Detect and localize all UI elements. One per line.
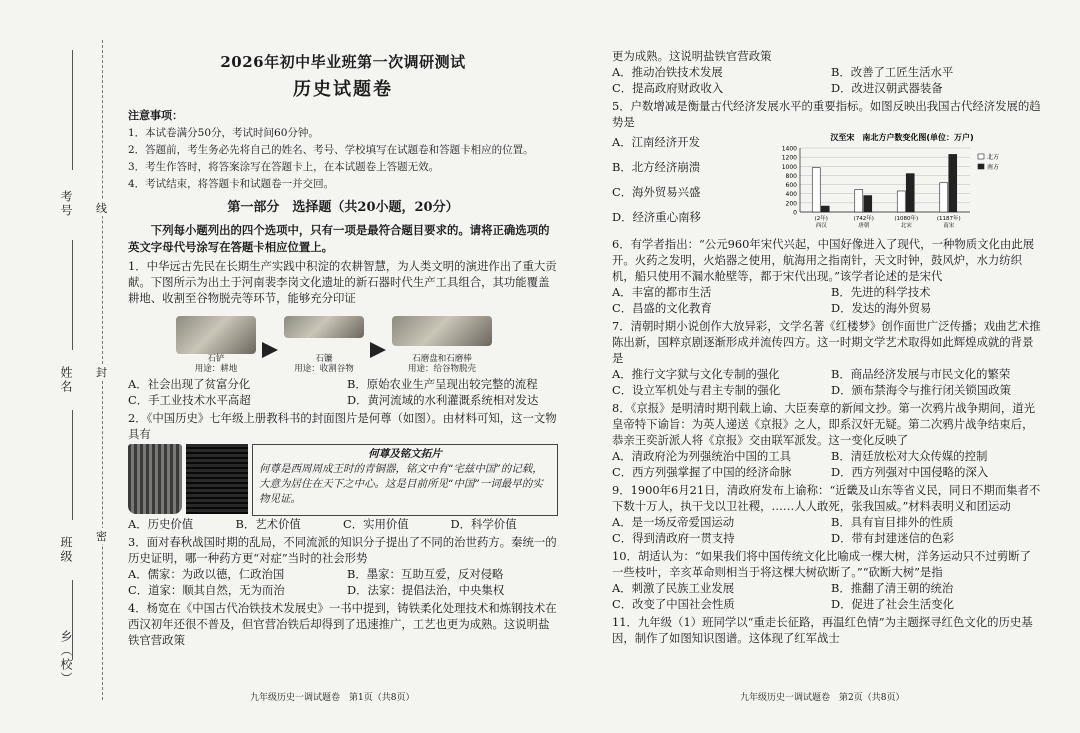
bar-south xyxy=(821,206,829,212)
question-stem: 3．面对春秋战国时期的乱局，不同流派的知识分子提出了不同的治世药方。秦统一的历史证明，哪一种药方更“对症”当时的社会形势 xyxy=(128,535,557,565)
option-a: A．推动冶铁技术发展 xyxy=(612,65,723,79)
y-tick-label: 1200 xyxy=(781,154,797,162)
option-a: A．历史价值 xyxy=(128,517,194,531)
option-b: B．推翻了清王朝的统治 xyxy=(831,581,954,595)
x-tick-label: 唐朝 xyxy=(858,223,870,229)
arrow-right-icon xyxy=(262,342,278,358)
label-name: 姓名 xyxy=(59,366,73,394)
tool-shovel xyxy=(176,316,256,374)
question-10 xyxy=(612,548,1042,612)
label-class: 班级 xyxy=(59,536,73,564)
tools-figure xyxy=(176,310,558,374)
option-d: D．改进汉朝武器装备 xyxy=(831,81,943,95)
x-tick-label: (2年) xyxy=(814,216,828,222)
households-bar-chart xyxy=(762,130,1042,234)
question-7 xyxy=(612,318,1042,398)
option-c: C．昌盛的文化教育 xyxy=(612,301,712,315)
option-c: C．道家：顺其自然，无为而治 xyxy=(128,583,285,597)
options xyxy=(128,516,558,532)
option-c: C．西方列强掌握了中国的经济命脉 xyxy=(612,465,792,479)
option-d: D．西方列强对中国侵略的深入 xyxy=(831,465,989,479)
fill-line xyxy=(72,410,73,520)
option-c: C．改变了中国社会性质 xyxy=(612,597,735,611)
grinding-stone-image xyxy=(392,316,492,346)
notice-item: 2．答题前，考生务必先将自己的姓名、考号、学校填写在试题卷和答题卡相应的位置。 xyxy=(128,144,534,156)
legend-label: 南方 xyxy=(987,164,1000,171)
option-b: B．先进的科学技术 xyxy=(831,285,931,299)
inscription-rubbing-image xyxy=(186,444,248,514)
fill-line xyxy=(72,240,73,350)
notice-heading: 注意事项： xyxy=(128,109,183,122)
options xyxy=(612,130,752,234)
legend-label: 北方 xyxy=(987,154,1000,161)
bar-north xyxy=(855,190,863,212)
seal-char-seal: 封 xyxy=(96,366,107,379)
y-tick-label: 600 xyxy=(785,182,797,190)
options xyxy=(128,566,558,598)
notice-item: 4．考试结束，将答题卡和试题卷一并交回。 xyxy=(128,178,335,190)
part-title: 第一部分 选择题（共20小题，20分） xyxy=(227,200,459,215)
question-5 xyxy=(612,98,1042,234)
option-d: D．黄河流域的水利灌溉系统相对发达 xyxy=(347,393,539,407)
option-a: A．丰富的都市生活 xyxy=(612,285,712,299)
question-stem-continued: 更为成熟。这说明盐铁官营政策 xyxy=(612,49,772,63)
notice xyxy=(128,108,558,192)
bar-north xyxy=(940,183,948,212)
option-b: B．具有盲目排外的性质 xyxy=(831,515,954,529)
option-a: A．刺激了民族工业发展 xyxy=(612,581,735,595)
question-stem: 6．有学者指出：“公元960年宋代兴起，中国好像进入了现代，一种物质文化由此展开。火药之发明，火焰器之使用，航海用之指南针，天文时钟，鼓风炉，水力纺织机，船只使用不漏水舱壁等，都于宋代出现。”该学者论述的是宋代 xyxy=(612,237,1035,283)
option-c: C．设立军机处与君主专制的强化 xyxy=(612,383,781,397)
stone-sickle-image xyxy=(284,316,364,338)
question-stem: 2．《中国历史》七年级上册教科书的封面图片是何尊（如图）。由材料可知，这一文物具有 xyxy=(128,411,557,441)
question-stem: 10．胡适认为：“如果我们将中国传统文化比喻成一棵大树，洋务运动只不过剪断了一些枝叶，辛亥革命则相当于将这棵大树砍断了。”“砍断大树”是指 xyxy=(612,549,1031,579)
y-tick-label: 400 xyxy=(785,191,797,199)
notice-item: 3．考生作答时，将答案涂写在答题卡上，在本试题卷上答题无效。 xyxy=(128,161,440,173)
question-4 xyxy=(128,600,558,647)
page-right xyxy=(612,46,1042,646)
y-tick-label: 800 xyxy=(785,172,797,180)
option-b: B．北方经济崩溃 xyxy=(612,160,701,174)
fill-line xyxy=(72,50,73,170)
option-a: A．是一场反帝爱国运动 xyxy=(612,515,735,529)
chart-title: 汉至宋 南北方户数变化图(单位：万户) xyxy=(830,133,974,142)
arrow-right-icon xyxy=(370,342,386,358)
question-stem: 1．中华远古先民在长期生产实践中积淀的农耕智慧，为人类文明的演进作出了重大贡献。下图所示为出土于河南裴李岗文化遗址的新石器时代生产工具组合，其功能覆盖耕地、收割至谷物脱壳等环节，能够充分印证 xyxy=(128,259,557,305)
option-a: A．儒家：为政以德，仁政治国 xyxy=(128,567,285,581)
option-b: B．清廷放松对大众传媒的控制 xyxy=(831,449,988,463)
option-a: A．社会出现了贫富分化 xyxy=(128,377,251,391)
question-stem: 8．《京报》是明清时期刊载上谕、大臣奏章的新闻文抄。第一次鸦片战争期间，道光皇帝特下谕旨：为英人递送《京报》之人，即系汉奸无疑。第二次鸦片战争结束后，恭亲王奕訢派人将《京报》交由联军派发。这一变化反映了 xyxy=(612,401,1036,447)
seal-char-secret: 密 xyxy=(96,530,107,543)
tool-use: 用途：给谷物脱壳 xyxy=(407,364,476,374)
option-d: D．经济重心南移 xyxy=(612,210,701,224)
question-stem: 9．1900年6月21日，清政府发布上谕称：“近畿及山东等省义民，同日不期而集者不下数十万人，执干戈以卫社稷，……人人敢死，张我国威。”材料表明义和团运动 xyxy=(612,483,1041,513)
option-b: B．商品经济发展与市民文化的繁荣 xyxy=(831,367,1011,381)
option-a: A．推行文字狱与文化专制的强化 xyxy=(612,367,780,381)
caption-title: 何尊及铭文拓片 xyxy=(368,448,442,460)
bronze-vessel-image xyxy=(128,444,182,514)
tool-grinder xyxy=(392,316,492,374)
y-tick-label: 200 xyxy=(785,200,797,208)
part-instruction: 下列每小题列出的四个选项中，只有一项是最符合题目要求的。请将正确选项的英文字母代号涂写在答题卡相应位置上。 xyxy=(128,223,550,254)
x-tick-label: 西汉 xyxy=(815,223,827,229)
option-d: D．颁布禁海令与推行闭关锁国政策 xyxy=(831,383,1011,397)
option-c: C．海外贸易兴盛 xyxy=(612,185,701,199)
x-tick-label: (1080年) xyxy=(894,216,919,222)
bar-south xyxy=(864,196,872,212)
option-d: D．科学价值 xyxy=(450,517,517,531)
option-a: A．江南经济开发 xyxy=(612,135,700,149)
bar-north xyxy=(812,168,820,212)
bar-south xyxy=(906,174,914,212)
question-6 xyxy=(612,236,1042,316)
footer-right: 九年级历史一调试题卷 第2页（共8页） xyxy=(740,693,905,703)
y-tick-label: 1400 xyxy=(781,145,797,153)
question-stem: 11．九年级（1）班同学以“重走长征路，再温红色情”为主题探寻红色文化的历史基因，制作了如图知识图谱。这体现了红军战士 xyxy=(612,615,1033,645)
question-2 xyxy=(128,410,558,532)
option-b: B．墨家：互助互爱，反对侵略 xyxy=(347,567,504,581)
option-b: B．原始农业生产呈现出较完整的流程 xyxy=(347,377,538,391)
options xyxy=(612,514,1042,546)
question-stem: 4．杨宽在《中国古代冶铁技术发展史》一书中提到，铸铁柔化处理技术和炼钢技术在西汉初年还很不普及，但官营冶铁后却得到了迅速推广，工艺也更为成熟。这说明盐铁官营政策 xyxy=(128,601,557,647)
question-4-continued xyxy=(612,48,1042,96)
option-d: D．法家：提倡法治，中央集权 xyxy=(347,583,505,597)
question-9 xyxy=(612,482,1042,546)
bar-north xyxy=(897,191,905,212)
question-stem: 5．户数增减是衡量古代经济发展水平的重要指标。如图反映出我国古代经济发展的趋势是 xyxy=(612,99,1041,129)
question-11 xyxy=(612,614,1042,646)
option-b: B．艺术价值 xyxy=(235,517,301,531)
options xyxy=(612,580,1042,612)
question-stem: 7．清朝时期小说创作大放异彩，文学名著《红楼梦》创作面世广泛传播；戏曲艺术推陈出新，国粹京剧逐渐形成并流传四方。这一时期文学艺术取得如此辉煌成就的背景是 xyxy=(612,319,1041,365)
footer-left: 九年级历史一调试题卷 第1页（共8页） xyxy=(250,693,415,703)
seal-char-line: 线 xyxy=(96,202,107,215)
q5-body xyxy=(612,130,1042,234)
options xyxy=(612,64,1042,96)
tool-name: 石镰 xyxy=(315,354,333,364)
option-d: D．发达的海外贸易 xyxy=(831,301,932,315)
label-school: 乡（校） xyxy=(59,630,73,686)
legend-swatch xyxy=(978,154,984,159)
notice-item: 1．本试卷满分50分，考试时间60分钟。 xyxy=(128,127,319,139)
option-d: D．带有封建迷信的色彩 xyxy=(831,531,955,545)
tool-name: 石磨盘和石磨棒 xyxy=(412,354,472,364)
question-8 xyxy=(612,400,1042,480)
tool-use: 用途：收割谷物 xyxy=(294,364,354,374)
option-d: D．促进了社会生活变化 xyxy=(831,597,955,611)
he-zun-figure xyxy=(128,444,558,516)
label-exam-number: 考号 xyxy=(59,190,73,218)
options xyxy=(612,366,1042,398)
bar-south xyxy=(949,154,957,212)
exam-title: 2026年初中毕业班第一次调研测试 xyxy=(220,53,466,71)
x-tick-label: (742年) xyxy=(853,216,874,222)
legend-swatch xyxy=(978,164,984,169)
tool-use: 用途：耕地 xyxy=(194,364,238,374)
options xyxy=(612,448,1042,480)
exam-subject: 历史试题卷 xyxy=(293,79,393,100)
option-c: C．实用价值 xyxy=(343,517,409,531)
option-c: C．手工业技术水平高超 xyxy=(128,393,251,407)
option-c: C．提高政府财政收入 xyxy=(612,81,724,95)
x-tick-label: 北宋 xyxy=(900,223,912,229)
page-left xyxy=(128,0,558,647)
options xyxy=(612,284,1042,316)
y-tick-label: 1000 xyxy=(781,163,797,171)
stone-shovel-image xyxy=(176,316,256,354)
tool-sickle xyxy=(284,316,364,374)
x-tick-label: 南宋 xyxy=(943,223,955,229)
option-a: A．清政府沦为列强统治中国的工具 xyxy=(612,449,792,463)
question-3 xyxy=(128,534,558,598)
option-b: B．改善了工匠生活水平 xyxy=(831,65,954,79)
caption-box xyxy=(252,444,558,516)
option-c: C．得到清政府一贯支持 xyxy=(612,531,735,545)
question-1 xyxy=(128,258,558,408)
binding-margin xyxy=(14,40,114,700)
tool-name: 石铲 xyxy=(207,354,225,364)
x-tick-label: (1187年) xyxy=(936,216,961,222)
options xyxy=(128,376,558,408)
caption-text: 何尊是西周周成王时的青铜器，铭文中有“宅兹中国”的记载，大意为居住在天下之中心。这是目前所见“中国”一词最早的实物见证。 xyxy=(259,463,543,505)
y-tick-label: 0 xyxy=(793,209,797,217)
